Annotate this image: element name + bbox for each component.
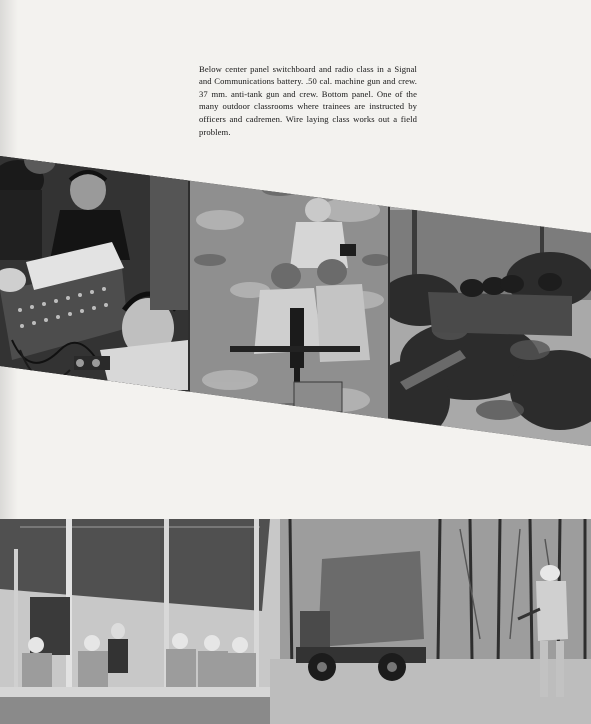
outdoor-classroom-illustration (0, 519, 591, 724)
switchboard-radio-illustration (0, 150, 188, 450)
anti-tank-gun-crew-photo (390, 150, 591, 450)
outdoor-classroom-photo (0, 519, 591, 724)
machine-gun-crew-photo (190, 150, 388, 450)
switchboard-radio-photo (0, 150, 188, 450)
photo-caption: Below center panel switchboard and radio class in a Signal and Communications battery. .50 cal. machine gun and crew. 37 mm. anti-tank gun and crew. Bottom panel. One of the many outdoor classrooms where trainees are instructed by officers and cadremen. Wire laying class works out a field problem. (199, 63, 417, 137)
machine-gun-crew-illustration (190, 150, 388, 450)
anti-tank-gun-illustration (390, 150, 591, 450)
